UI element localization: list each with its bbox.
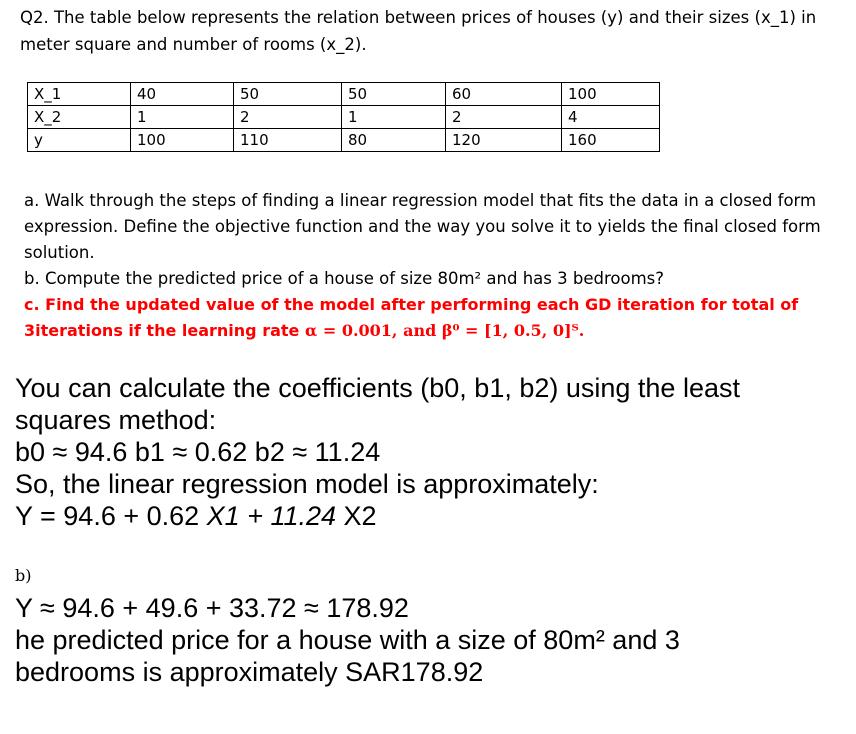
- table-cell: 50: [234, 83, 342, 106]
- model-part-italic: X1 + 11.24: [206, 501, 337, 531]
- question-line: meter square and number of rooms (x_2).: [20, 35, 367, 54]
- part-b: b. Compute the predicted price of a house of size 80m² and has 3 bedrooms?: [24, 269, 664, 288]
- answer-line: squares method:: [15, 405, 217, 435]
- table-cell: 80: [342, 129, 446, 152]
- table-row-x1: [28, 83, 660, 106]
- table-cell: 40: [131, 83, 234, 106]
- answer-coefficients: b0 ≈ 94.6 b1 ≈ 0.62 b2 ≈ 11.24: [15, 437, 381, 467]
- table-cell: y: [28, 129, 131, 152]
- answer-line: You can calculate the coefficients (b0, b1, b2) using the least: [15, 373, 740, 403]
- answer-prediction: Y ≈ 94.6 + 49.6 + 33.72 ≈ 178.92: [15, 593, 409, 623]
- table-row-y: [28, 129, 660, 152]
- answer-line: he predicted price for a house with a size of 80m² and 3: [15, 625, 680, 655]
- question-text: [20, 4, 850, 58]
- answer-b: [15, 592, 850, 688]
- table-cell: X_2: [28, 106, 131, 129]
- table-cell: 50: [342, 83, 446, 106]
- answer-line: bedrooms is approximately SAR178.92: [15, 657, 484, 687]
- answer-b-heading: b): [15, 566, 32, 585]
- part-a: a. Walk through the steps of finding a linear regression model that fits the data in a closed form expression. Define the objective function and the way you solve it to yields the final closed form solution.: [24, 191, 821, 262]
- answer-a: [15, 372, 850, 532]
- part-c-text: c. Find the updated value of the model after performing each GD iteration for total of 3iterations if the learning rate: [24, 295, 799, 340]
- table-cell: 4: [562, 106, 660, 129]
- model-part: X2: [336, 501, 377, 531]
- table-cell: 110: [234, 129, 342, 152]
- answer-model: [15, 500, 850, 532]
- table-cell: 2: [234, 106, 342, 129]
- table-cell: 1: [131, 106, 234, 129]
- table-row-x2: [28, 106, 660, 129]
- table-cell: 100: [131, 129, 234, 152]
- part-c: [24, 292, 854, 344]
- part-c-math: α = 0.001, and β⁰ = [1, 0.5, 0]ᵀ.: [304, 321, 585, 340]
- data-table: [27, 82, 660, 152]
- table-cell: 1: [342, 106, 446, 129]
- table-cell: X_1: [28, 83, 131, 106]
- table-cell: 2: [446, 106, 562, 129]
- table-cell: 60: [446, 83, 562, 106]
- question-parts: [24, 188, 854, 344]
- table-cell: 160: [562, 129, 660, 152]
- answer-line: So, the linear regression model is approximately:: [15, 469, 599, 499]
- model-part: Y = 94.6 + 0.62: [15, 501, 207, 531]
- table-cell: 120: [446, 129, 562, 152]
- question-line: Q2. The table below represents the relation between prices of houses (y) and their sizes (x_1) in: [20, 8, 817, 27]
- table-cell: 100: [562, 83, 660, 106]
